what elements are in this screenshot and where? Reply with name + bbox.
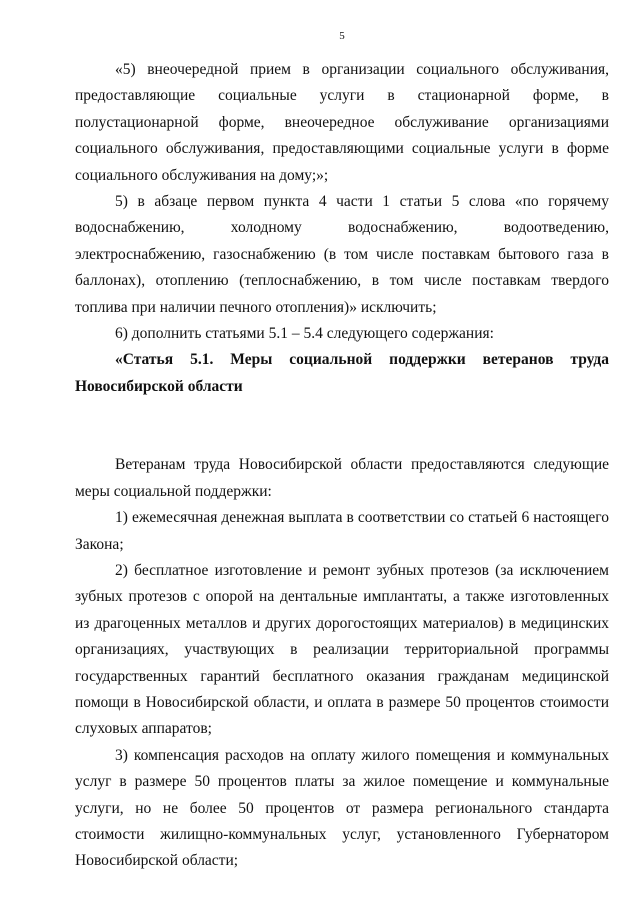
list-item-1-monthly-payment: 1) ежемесячная денежная выплата в соответствии со статьей 6 настоящего Закона; bbox=[75, 509, 609, 553]
document-body bbox=[75, 57, 609, 875]
list-item-2-dental-prosthetics: 2) бесплатное изготовление и ремонт зубных протезов (за исключением зубных протезов с опорой на дентальные имплантаты, а также изготовленных из драгоценных металлов и других дорогостоящих материалов) в медицинских организациях, участвующих в реализации территориальной программы государственных гарантий бесплатного оказания гражданам медицинской помощи в Новосибирской области, и оплата в размере 50 процентов стоимости слуховых аппаратов; bbox=[75, 561, 609, 738]
article-heading-5-1: «Статья 5.1. Меры социальной поддержки ветеранов труда Новосибирской области bbox=[75, 351, 609, 395]
paragraph-amendment-5: 5) в абзаце первом пункта 4 части 1 статьи 5 слова «по горячему водоснабжению, холодному водоснабжению, водоотведению, электроснабжению, газоснабжению (в том числе поставкам бытового газа в баллонах), отоплению (теплоснабжению, в том числе поставкам твердого топлива при наличии печного отопления)» исключить; bbox=[75, 193, 609, 316]
list-item-3-housing-compensation: 3) компенсация расходов на оплату жилого помещения и коммунальных услуг в размере 50 процентов платы за жилое помещение и коммунальные услуги, но не более 50 процентов от размера регионального стандарта стоимости жилищно-коммунальных услуг, установленного Губернатором Новосибирской области; bbox=[75, 746, 609, 870]
paragraph-intro-measures: Ветеранам труда Новосибирской области предоставляются следующие меры социальной поддержки: bbox=[75, 456, 609, 500]
page-number: 5 bbox=[339, 30, 345, 42]
paragraph-item-5-social-service: «5) внеочередной прием в организации социального обслуживания, предоставляющие социальные услуги в стационарной форме, в полустационарной форме, внеочередное обслуживание организациями социального обслуживания, предоставляющими социальные услуги в форме социального обслуживания на дому;»; bbox=[75, 61, 609, 184]
blank-spacer bbox=[75, 400, 609, 452]
document-page bbox=[75, 0, 609, 905]
paragraph-amendment-6: 6) дополнить статьями 5.1 – 5.4 следующего содержания: bbox=[115, 325, 494, 343]
